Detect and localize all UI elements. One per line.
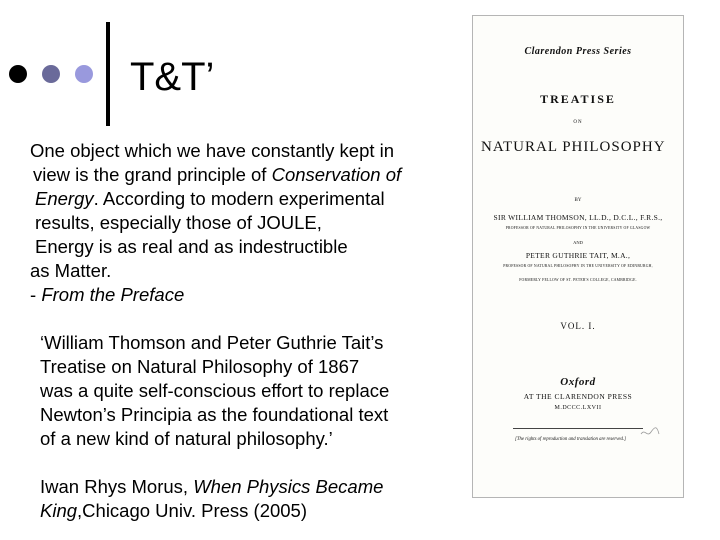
morus-quote-line: ‘William Thomson and Peter Guthrie Tait’s [40,332,384,353]
bullet-dot-dark-icon [9,65,27,83]
citation-publisher: ,Chicago Univ. Press (2005) [77,500,308,521]
book-author-2-title: PROFESSOR OF NATURAL PHILOSOPHY IN THE UNIVERSITY OF EDINBURGH, [503,264,653,268]
book-by: BY [574,198,582,203]
book-author-2: PETER GUTHRIE TAIT, M.A., [525,251,631,260]
book-oxford: Oxford [560,376,596,388]
book-title-page-image [472,15,684,498]
quote-text: view is the grand principle of [33,164,272,185]
quote-line [30,187,450,211]
book-and: AND [573,240,583,245]
book-press: AT THE CLARENDON PRESS [523,392,633,401]
book-treatise: TREATISE [540,92,616,106]
quote-line [30,259,450,283]
quote-line [30,211,450,235]
citation-book-title: When Physics Became [193,476,384,497]
book-main-title: NATURAL PHILOSOPHY [481,139,666,155]
quote-line [30,235,450,259]
quote-text: Energy is as real and as indestructible [35,236,348,257]
citation-line [40,499,440,523]
preface-quote [30,139,450,307]
morus-quote-line: Treatise on Natural Philosophy of 1867 [40,356,360,377]
citation [40,475,440,523]
morus-quote-line: was a quite self-conscious effort to replace [40,380,390,401]
citation-author: Iwan Rhys Morus, [40,476,194,497]
quote-emphasis: Conservation of [271,164,402,185]
book-year: M.DCCC.LXVII [554,405,602,411]
book-rule [513,428,643,429]
book-author-2-title-2: FORMERLY FELLOW OF ST. PETER'S COLLEGE, CAMBRIDGE. [519,278,637,282]
quote-text: . According to modern experimental [93,188,385,209]
book-series: Clarendon Press Series [524,46,632,57]
book-rights-notice: [The rights of reproduction and translation are reserved.] [515,437,626,442]
citation-line [40,475,440,499]
morus-quote [40,331,440,451]
book-author-1-title: PROFESSOR OF NATURAL PHILOSOPHY IN THE UNIVERSITY OF GLASGOW [505,226,651,230]
citation-book-title: King [40,500,78,521]
quote-emphasis: Energy [35,188,94,209]
quote-line [30,163,450,187]
quote-line [30,139,450,163]
slide-title: T&T’ [130,55,215,99]
quote-source: From the Preface [41,284,185,305]
quote-text: One object which we have constantly kept in [30,140,395,161]
quote-text: as Matter. [30,260,112,281]
morus-quote-line: Newton’s Principia as the foundational text [40,404,389,425]
quote-text: - [30,284,42,305]
book-volume: VOL. I. [560,321,596,331]
book-author-1: SIR WILLIAM THOMSON, LL.D., D.C.L., F.R.S., [493,213,663,222]
quote-text: results, especially those of JOULE, [35,212,322,233]
book-on: ON [573,120,583,125]
bullet-dot-light-icon [75,65,93,83]
quote-source-line [30,283,450,307]
bullet-dot-medium-icon [42,65,60,83]
title-divider [106,22,110,126]
morus-quote-line: of a new kind of natural philosophy.’ [40,428,333,449]
pencil-mark-icon [637,416,677,446]
